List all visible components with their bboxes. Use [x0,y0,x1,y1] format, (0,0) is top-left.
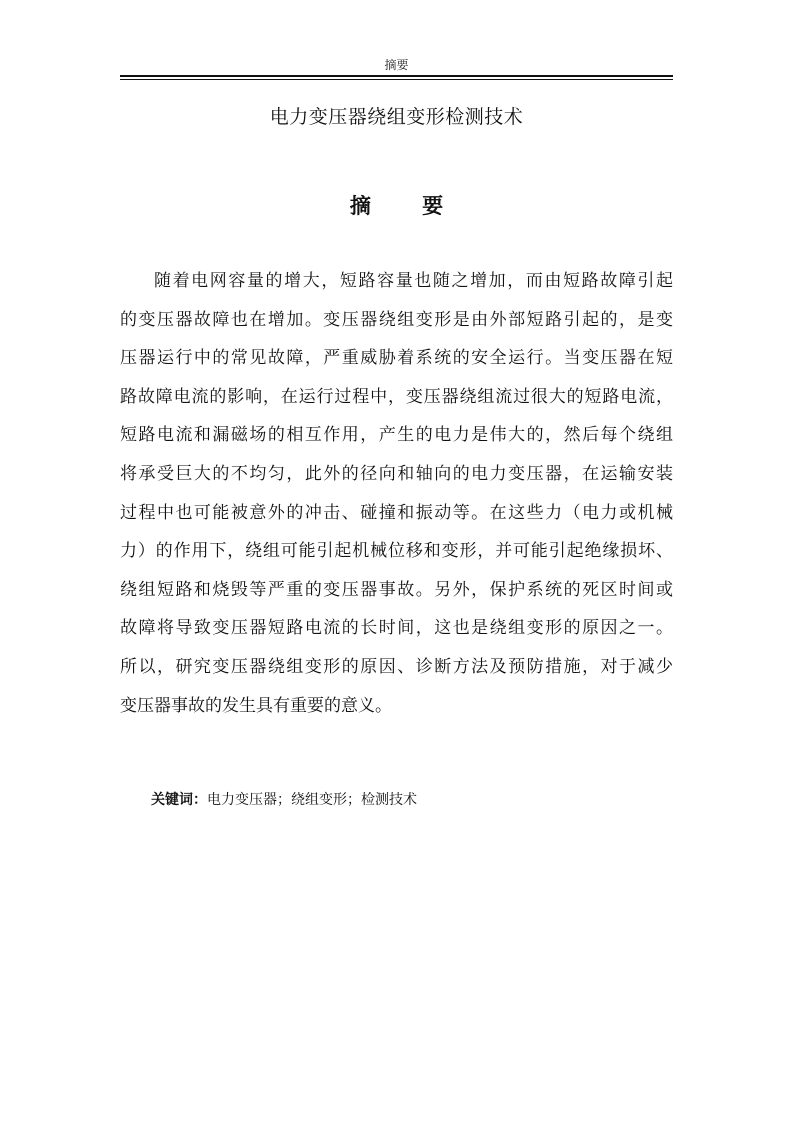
abstract-line: 的变压器故障也在增加。变压器绕组变形是由外部短路引起的，是变 [120,309,673,330]
abstract-line: 随着电网容量的增大，短路容量也随之增加，而由短路故障引起 [154,271,673,291]
running-header-title: 摘要 [384,58,409,72]
abstract-line: 路故障电流的影响，在运行过程中，变压器绕组流过很大的短路电流， [120,386,673,407]
document-title: 电力变压器绕组变形检测技术 [269,106,524,128]
header-rule-thin [120,79,673,80]
keywords-line [151,790,417,810]
abstract-line: 绕组短路和烧毁等严重的变压器事故。另外，保护系统的死区时间或 [120,579,673,600]
abstract-line: 力）的作用下，绕组可能引起机械位移和变形，并可能引起绝缘损坏、 [120,541,673,562]
header-rule-thick [120,75,673,77]
abstract-line: 短路电流和漏磁场的相互作用，产生的电力是伟大的，然后每个绕组 [120,425,673,446]
keywords-text: 电力变压器；绕组变形；检测技术 [207,792,417,808]
abstract-line: 过程中也可能被意外的冲击、碰撞和振动等。在这些力（电力或机械 [120,502,673,523]
abstract-line: 变压器事故的发生具有重要的意义。 [120,695,392,716]
abstract-line: 压器运行中的常见故障，严重威胁着系统的安全运行。当变压器在短 [120,348,673,369]
abstract-line: 将承受巨大的不均匀，此外的径向和轴向的电力变压器，在运输安装 [120,463,673,484]
abstract-line: 故障将导致变压器短路电流的长时间，这也是绕组变形的原因之一。 [120,618,673,639]
abstract-paragraph [120,262,673,725]
abstract-line: 所以，研究变压器绕组变形的原因、诊断方法及预防措施，对于减少 [120,656,673,677]
abstract-heading: 摘 要 [349,194,466,218]
keywords-label: 关键词： [151,792,207,808]
